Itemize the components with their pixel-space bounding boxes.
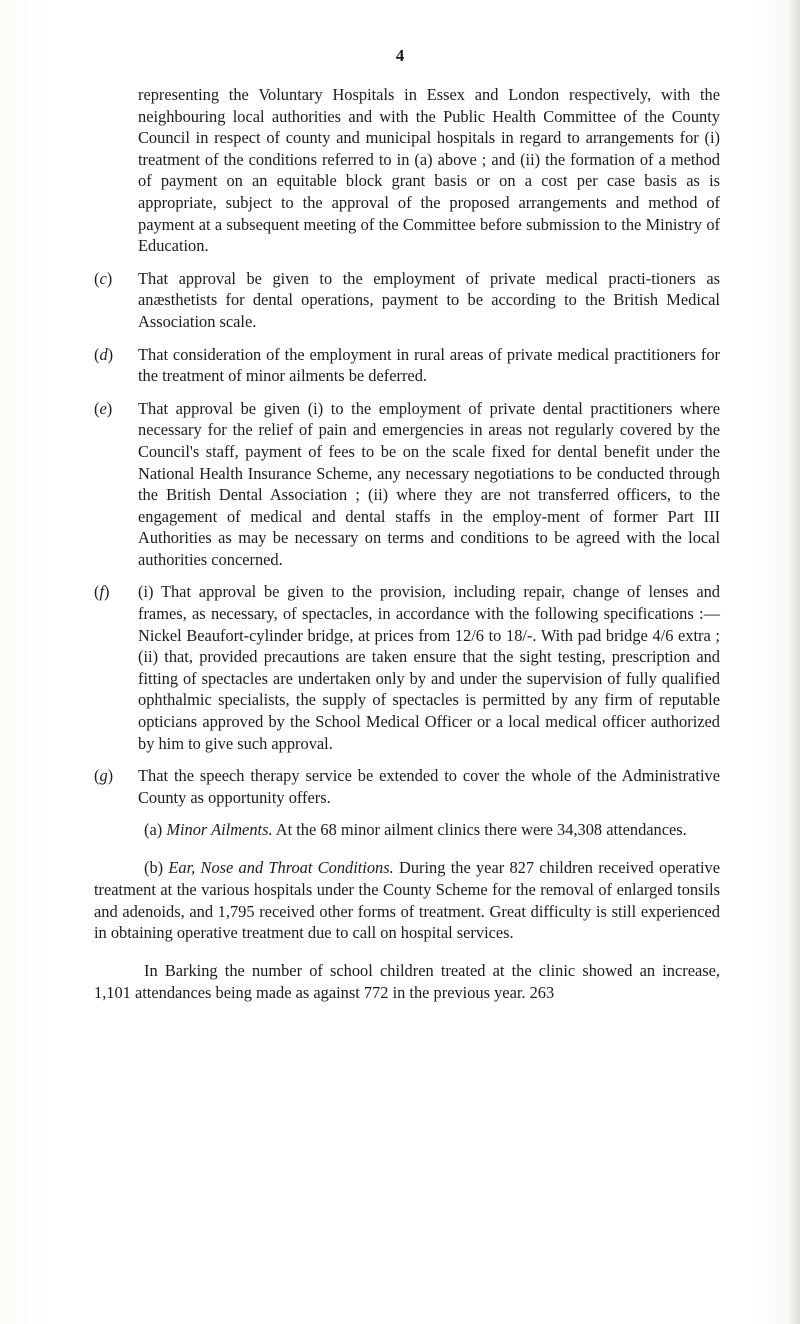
- item-label-c: (c): [94, 268, 113, 288]
- section-ear-nose-throat: [94, 857, 720, 943]
- section-prefix-a: (a): [144, 820, 163, 840]
- section-title-minor-ailments: Minor Ailments.: [166, 820, 273, 840]
- item-text-d: That consideration of the employment in rural areas of private medical practitioners for the treatment of minor ailments be deferred.: [138, 344, 720, 386]
- resolution-item-f: [94, 581, 720, 754]
- resolution-item-e: [94, 398, 720, 571]
- item-label-g: (g): [94, 766, 114, 786]
- page-edge-shadow: [788, 0, 800, 1324]
- closing-paragraph: In Barking the number of school children treated at the clinic showed an increase, 1,101 attendances being made as against 772 in the previous year. 263: [94, 961, 720, 1002]
- section-minor-ailments: [94, 819, 720, 841]
- resolution-item-c: [94, 268, 720, 333]
- item-label-f: (f): [94, 582, 110, 602]
- item-text-f: (i) That approval be given to the provision, including repair, change of lenses and frames, as necessary, of spectacles, in accordance with the following specifications :—Nickel Beaufort-cylinder bridge, at prices from 12/6 to 18/-. With pad bridge 4/6 extra ; (ii) that, provided precautions are taken ensure that the sight testing, prescription and fitting of spectacles are undertaken only by and under the supervision of fully qualified ophthalmic specialists, the supply of spectacles is permitted by any firm of reputable opticians approved by the School Medical Officer or a local medical officer authorized by him to give such approval.: [138, 582, 720, 753]
- item-label-d: (d): [94, 344, 114, 364]
- resolution-item-g: [94, 765, 720, 808]
- continuation-paragraph: representing the Voluntary Hospitals in Essex and London respectively, with the neighbouring local authorities and with the Public Health Committee of the County Council in respect of county and municipal hospitals in regard to arrangements for (i) treatment of the conditions referred to in (a) above ; and (ii) the formation of a method of payment on an equitable block grant basis or on a cost per case basis as is appropriate, subject to the approval of the proposed arrangements and method of payment at a subsequent meeting of the Committee before submission to the Ministry of Education.: [138, 85, 720, 256]
- item-text-g: That the speech therapy service be extended to cover the whole of the Administrative County as opportunity offers.: [138, 766, 720, 807]
- section-title-ear-nose-throat: Ear, Nose and Throat Conditions.: [168, 858, 394, 878]
- section-text-ear-nose-throat: During the year 827 children received operative treatment at the various hospitals under the County Scheme for the removal of enlarged tonsils and adenoids, and 1,795 received other forms of treatment. Great difficulty is still experienced in obtaining operative treatment due to call on hospital services.: [94, 858, 720, 943]
- section-text-minor-ailments: At the 68 minor ailment clinics there were 34,308 attendances.: [275, 820, 687, 840]
- item-text-e: That approval be given (i) to the employment of private dental practitioners where necessary for the relief of pain and emergencies in areas not regularly covered by the Council's staff, payment of fees to be on the scale fixed for dental benefit under the National Health Insurance Scheme, any necessary negotiations to be conducted through the British Dental Association ; (ii) where they are not transferred officers, to the engagement of medical and dental staffs in the employ-ment of former Part III Authorities as may be necessary on terms and conditions to be agreed with the local authorities concerned.: [138, 398, 720, 569]
- item-label-e: (e): [94, 398, 113, 418]
- page-number: 4: [395, 46, 405, 65]
- resolution-item-d: [94, 344, 720, 387]
- document-body: [94, 84, 720, 1020]
- item-text-c: That approval be given to the employment of private medical practi-tioners as anæsthetists for dental operations, payment to be according to the British Medical Association scale.: [138, 268, 720, 331]
- section-prefix-b: (b): [144, 858, 164, 878]
